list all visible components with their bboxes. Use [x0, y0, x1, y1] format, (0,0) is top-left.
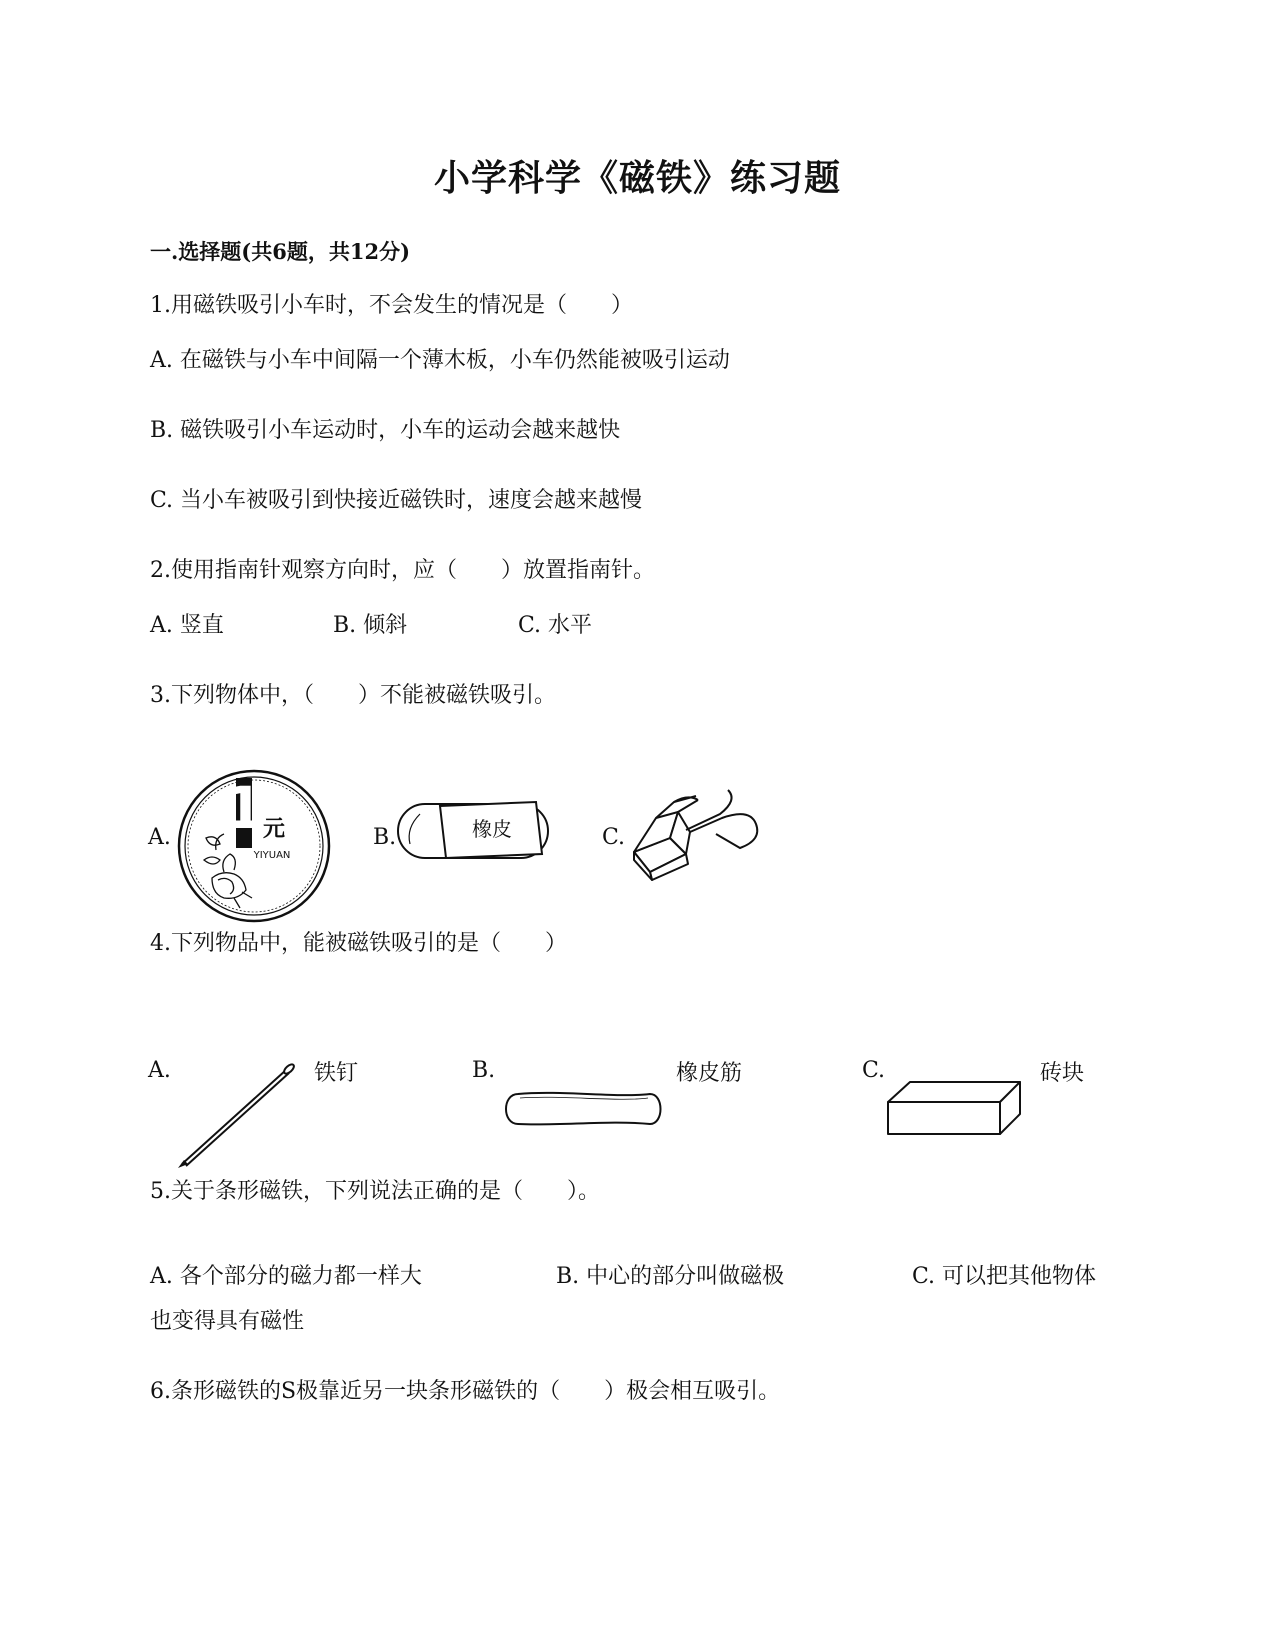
eraser-label: 橡皮 [472, 817, 512, 841]
brick-image [886, 1078, 1022, 1138]
page-title: 小学科学《磁铁》练习题 [433, 157, 841, 199]
question-4-option-a-name: 铁钉 [314, 1061, 359, 1086]
question-5-option-c: C. 可以把其他物体 [912, 1264, 1097, 1289]
question-3-option-b-label: B. [373, 825, 397, 850]
question-4-option-b-label: B. [472, 1058, 496, 1083]
question-2-option-c: C. 水平 [518, 613, 593, 638]
question-2-stem: 2.使用指南针观察方向时，应（ ）放置指南针。 [150, 558, 655, 583]
question-5-option-c-continued: 也变得具有磁性 [150, 1309, 305, 1334]
question-2-option-a: A. 竖直 [150, 613, 224, 638]
coin-yuan-text: 元 [262, 817, 286, 842]
section-heading: 一.选择题(共6题，共12分) [150, 239, 411, 264]
coin-image [176, 768, 332, 924]
question-4-option-b-name: 橡皮筋 [676, 1061, 743, 1086]
question-1-option-c: C. 当小车被吸引到快接近磁铁时，速度会越来越慢 [150, 488, 643, 513]
question-4-option-a-label: A. [148, 1058, 171, 1083]
question-4-option-c-name: 砖块 [1040, 1061, 1085, 1086]
binder-clip-image [626, 790, 766, 880]
question-5-stem: 5.关于条形磁铁，下列说法正确的是（ ）。 [150, 1179, 600, 1204]
question-5-option-b: B. 中心的部分叫做磁极 [556, 1264, 785, 1289]
question-6-stem: 6.条形磁铁的S极靠近另一块条形磁铁的（ ）极会相互吸引。 [150, 1379, 781, 1404]
coin-pinyin-text: YIYUAN [253, 850, 291, 861]
question-3-option-c-label: C. [602, 825, 626, 850]
eraser-image [396, 800, 556, 864]
question-1-option-b: B. 磁铁吸引小车运动时，小车的运动会越来越快 [150, 418, 621, 443]
rubber-band-image [500, 1090, 664, 1130]
question-1-option-a: A. 在磁铁与小车中间隔一个薄木板，小车仍然能被吸引运动 [150, 348, 730, 373]
question-4-option-c-label: C. [862, 1058, 886, 1083]
coin-number: 1 [223, 774, 265, 842]
question-4-stem: 4.下列物品中，能被磁铁吸引的是（ ） [150, 931, 567, 956]
nail-image [176, 1060, 300, 1170]
question-1-stem: 1.用磁铁吸引小车时，不会发生的情况是（ ） [150, 293, 633, 318]
question-5-option-a: A. 各个部分的磁力都一样大 [150, 1264, 422, 1289]
question-3-option-a-label: A. [148, 825, 171, 850]
question-3-stem: 3.下列物体中，（ ）不能被磁铁吸引。 [150, 683, 556, 708]
question-2-option-b: B. 倾斜 [333, 613, 408, 638]
